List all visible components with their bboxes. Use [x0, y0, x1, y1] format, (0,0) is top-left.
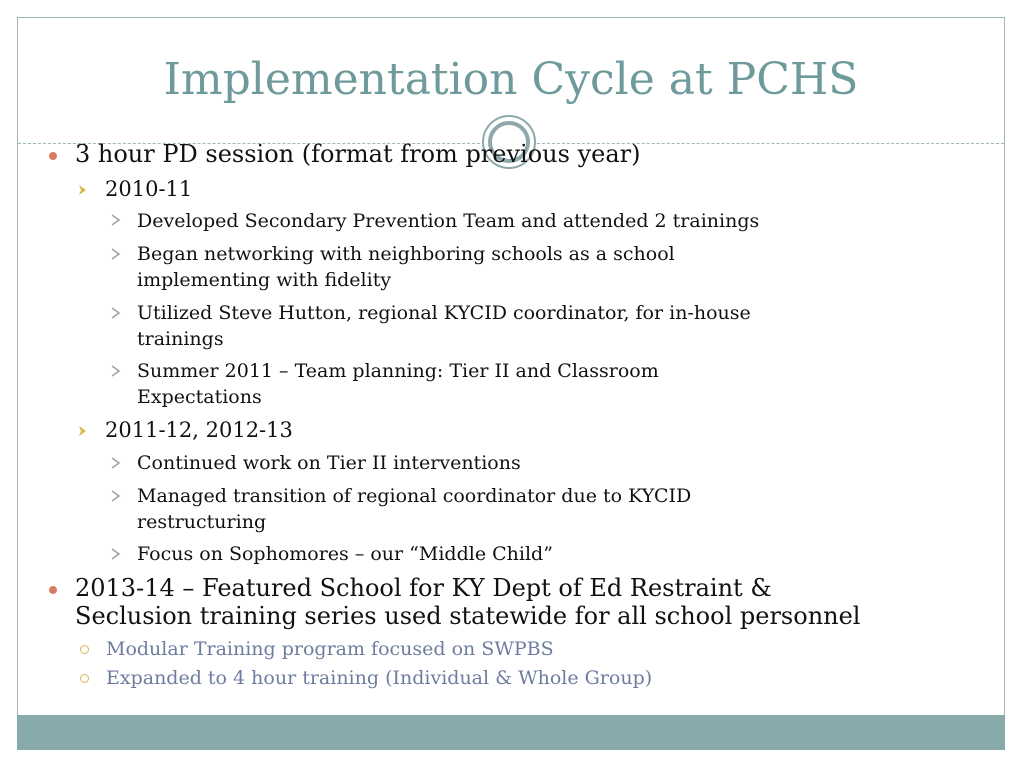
chevron-outline-icon	[111, 365, 121, 377]
subheading-text: 2011-12, 2012-13	[105, 418, 293, 442]
list-item-line: Focus on Sophomores – our “Middle Child”	[137, 543, 553, 565]
bullet-text-line: Seclusion training series used statewide for all school personnel	[75, 602, 861, 630]
chevron-outline-icon	[111, 307, 121, 319]
chevron-icon	[78, 184, 88, 196]
bullet-dot-icon	[49, 152, 57, 160]
list-item-line: Managed transition of regional coordinator due to KYCID	[137, 485, 692, 507]
bullet-text-line: 2013-14 – Featured School for KY Dept of Ed Restraint &	[75, 574, 772, 602]
sub-item-text: Modular Training program focused on SWPBS	[106, 638, 554, 660]
footer-band	[17, 715, 1005, 750]
chevron-outline-icon	[111, 214, 121, 226]
list-item-line: Utilized Steve Hutton, regional KYCID coordinator, for in-house	[137, 302, 751, 324]
slide-title: Implementation Cycle at PCHS	[163, 54, 859, 105]
list-item-line: Summer 2011 – Team planning: Tier II and Classroom	[137, 360, 659, 382]
chevron-outline-icon	[111, 248, 121, 260]
bullet-dot-icon	[49, 586, 57, 594]
ring-bullet-icon	[80, 674, 89, 683]
list-item-line: Began networking with neighboring schools as a school	[137, 243, 675, 265]
chevron-outline-icon	[111, 548, 121, 560]
bullet-text: 3 hour PD session (format from previous year)	[75, 140, 641, 168]
list-item-line: Expectations	[137, 386, 262, 408]
title-area	[18, 18, 1004, 144]
ring-bullet-icon	[80, 645, 89, 654]
chevron-icon	[78, 425, 88, 437]
list-item-line: restructuring	[137, 511, 267, 533]
sub-item-text: Expanded to 4 hour training (Individual & Whole Group)	[106, 667, 653, 689]
chevron-outline-icon	[111, 457, 121, 469]
list-item-line: Continued work on Tier II interventions	[137, 452, 521, 474]
chevron-outline-icon	[111, 490, 121, 502]
list-item-line: Developed Secondary Prevention Team and attended 2 trainings	[137, 210, 760, 232]
list-item-line: trainings	[137, 328, 224, 350]
subheading-text: 2010-11	[105, 177, 193, 201]
list-item-line: implementing with fidelity	[137, 269, 392, 291]
